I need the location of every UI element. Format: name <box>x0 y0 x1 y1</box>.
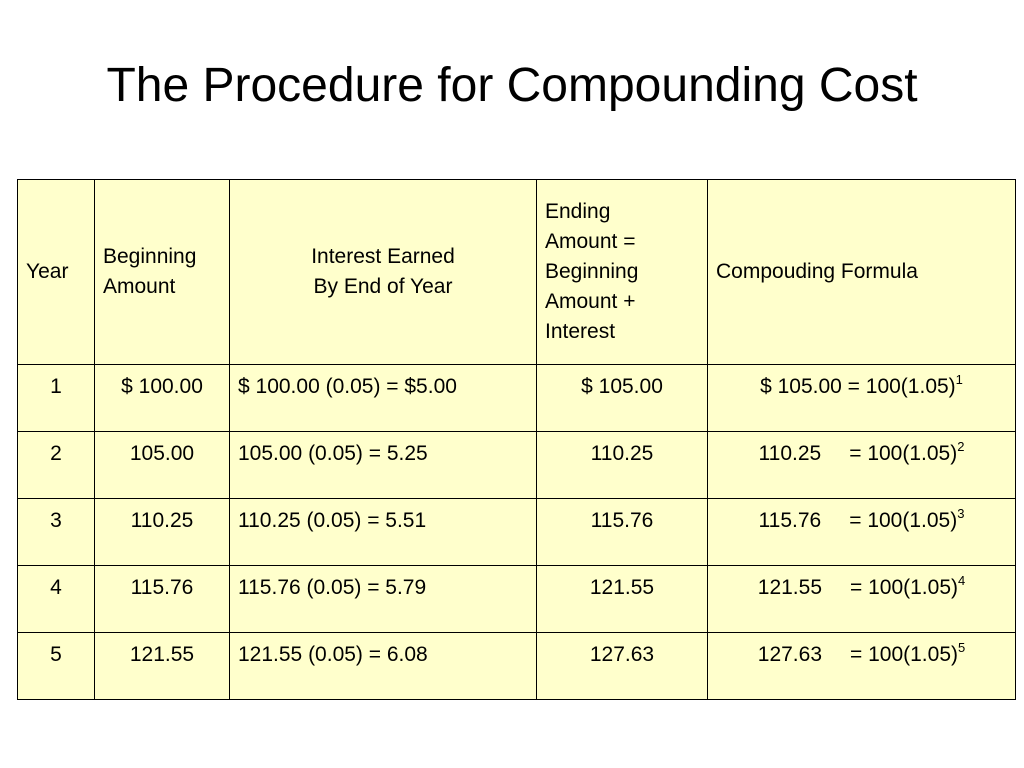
compounding-table <box>17 179 1016 700</box>
formula-exponent: 3 <box>957 506 965 521</box>
header-row <box>18 180 1016 365</box>
cell-compounding-formula <box>708 432 1016 499</box>
formula-rhs: = 100(1.05) <box>850 576 958 599</box>
formula-rhs: = 100(1.05) <box>849 509 958 532</box>
formula-value: 121.55 <box>757 576 822 599</box>
cell-compounding-formula <box>708 365 1016 432</box>
cell-ending-amount: $ 105.00 <box>537 365 708 432</box>
cell-year: 3 <box>18 499 95 566</box>
cell-year: 4 <box>18 566 95 633</box>
header-ending-amount <box>537 180 708 365</box>
cell-year: 2 <box>18 432 95 499</box>
header-compounding-formula: Compouding Formula <box>708 180 1016 365</box>
formula-value: 115.76 <box>758 509 822 532</box>
formula-rhs: = 100(1.05) <box>850 643 958 666</box>
cell-beginning-amount: 110.25 <box>95 499 230 566</box>
formula-value: 110.25 <box>758 442 822 465</box>
cell-interest-earned: 110.25 (0.05) = 5.51 <box>230 499 537 566</box>
formula-exponent: 2 <box>957 439 965 454</box>
header-ending-line-1: Ending <box>545 200 611 223</box>
table-row <box>18 566 1016 633</box>
header-interest-line-2: By End of Year <box>313 275 453 298</box>
formula-value: $ 105.00 = 100(1.05) <box>760 375 956 398</box>
cell-ending-amount: 115.76 <box>537 499 708 566</box>
cell-beginning-amount: 121.55 <box>95 633 230 700</box>
header-beginning-line-1: Beginning <box>103 245 197 268</box>
header-interest-earned <box>230 180 537 365</box>
header-beginning-line-2: Amount <box>103 275 176 298</box>
cell-interest-earned: $ 100.00 (0.05) = $5.00 <box>230 365 537 432</box>
table-row <box>18 633 1016 700</box>
cell-year: 1 <box>18 365 95 432</box>
cell-beginning-amount: 115.76 <box>95 566 230 633</box>
cell-ending-amount: 121.55 <box>537 566 708 633</box>
cell-beginning-amount: 105.00 <box>95 432 230 499</box>
formula-rhs: = 100(1.05) <box>849 442 958 465</box>
cell-beginning-amount: $ 100.00 <box>95 365 230 432</box>
formula-value: 127.63 <box>757 643 822 666</box>
cell-interest-earned: 121.55 (0.05) = 6.08 <box>230 633 537 700</box>
header-beginning-amount <box>95 180 230 365</box>
table-row <box>18 499 1016 566</box>
cell-interest-earned: 115.76 (0.05) = 5.79 <box>230 566 537 633</box>
cell-interest-earned: 105.00 (0.05) = 5.25 <box>230 432 537 499</box>
slide-title: The Procedure for Compounding Cost <box>106 59 918 112</box>
header-ending-line-5: Interest <box>545 320 616 343</box>
cell-ending-amount: 127.63 <box>537 633 708 700</box>
header-ending-line-2: Amount = <box>545 230 636 253</box>
cell-compounding-formula <box>708 633 1016 700</box>
formula-exponent: 5 <box>958 640 966 655</box>
cell-year: 5 <box>18 633 95 700</box>
table-row <box>18 365 1016 432</box>
formula-exponent: 4 <box>958 573 966 588</box>
table-row <box>18 432 1016 499</box>
formula-exponent: 1 <box>955 372 963 387</box>
header-interest-line-1: Interest Earned <box>311 245 455 268</box>
cell-compounding-formula <box>708 566 1016 633</box>
header-ending-line-3: Beginning <box>545 260 639 283</box>
header-year: Year <box>18 180 95 365</box>
header-ending-line-4: Amount + <box>545 290 636 313</box>
cell-ending-amount: 110.25 <box>537 432 708 499</box>
cell-compounding-formula <box>708 499 1016 566</box>
